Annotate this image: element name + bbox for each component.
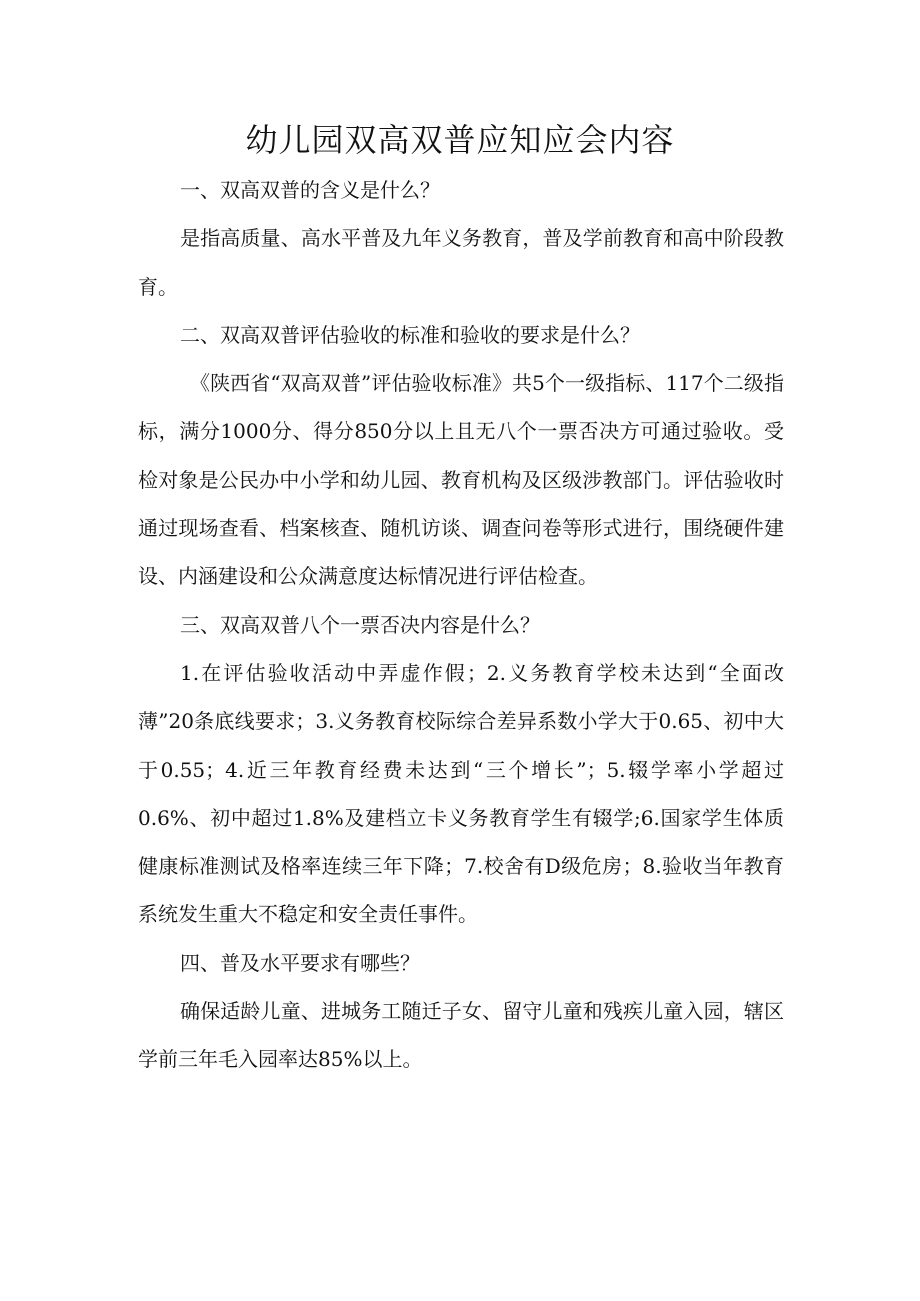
question-2-heading: 二、双高双普评估验收的标准和验收的要求是什么？ xyxy=(180,322,640,347)
document-body xyxy=(138,166,784,1084)
answer-4-paragraph: 确保适龄儿童、进城务工随迁子女、留守儿童和残疾儿童入园，辖区学前三年毛入园率达85%以上。 xyxy=(138,999,784,1072)
answer-3-paragraph: 1.在评估验收活动中弄虚作假；2.义务教育学校未达到“全面改薄”20条底线要求；3.义务教育校际综合差异系数小学大于0.65、初中大于0.55；4.近三年教育经费未达到“三个增长”；5.辍学率小学超过0.6%、初中超过1.8%及建档立卡义务教育学生有辍学;6.国家学生体质健康标准测试及格率连续三年下降；7.校舍有D级危房；8.验收当年教育系统发生重大不稳定和安全责任事件。 xyxy=(138,660,784,927)
question-3-heading: 三、双高双普八个一票否决内容是什么？ xyxy=(180,612,540,637)
answer-1-paragraph: 是指高质量、高水平普及九年义务教育，普及学前教育和高中阶段教育。 xyxy=(138,226,784,299)
question-4-heading: 四、普及水平要求有哪些？ xyxy=(180,950,420,975)
document-title: 幼儿园双高双普应知应会内容 xyxy=(245,121,675,159)
answer-2-paragraph: 《陕西省“双高双普”评估验收标准》共5个一级指标、117个二级指标，满分1000分、得分850分以上且无八个一票否决方可通过验收。受检对象是公民办中小学和幼儿园、教育机构及区级涉教部门。评估验收时通过现场查看、档案核查、随机访谈、调查问卷等形式进行，围绕硬件建设、内涵建设和公众满意度达标情况进行评估检查。 xyxy=(138,371,784,589)
question-1-heading: 一、双高双普的含义是什么？ xyxy=(180,178,440,202)
